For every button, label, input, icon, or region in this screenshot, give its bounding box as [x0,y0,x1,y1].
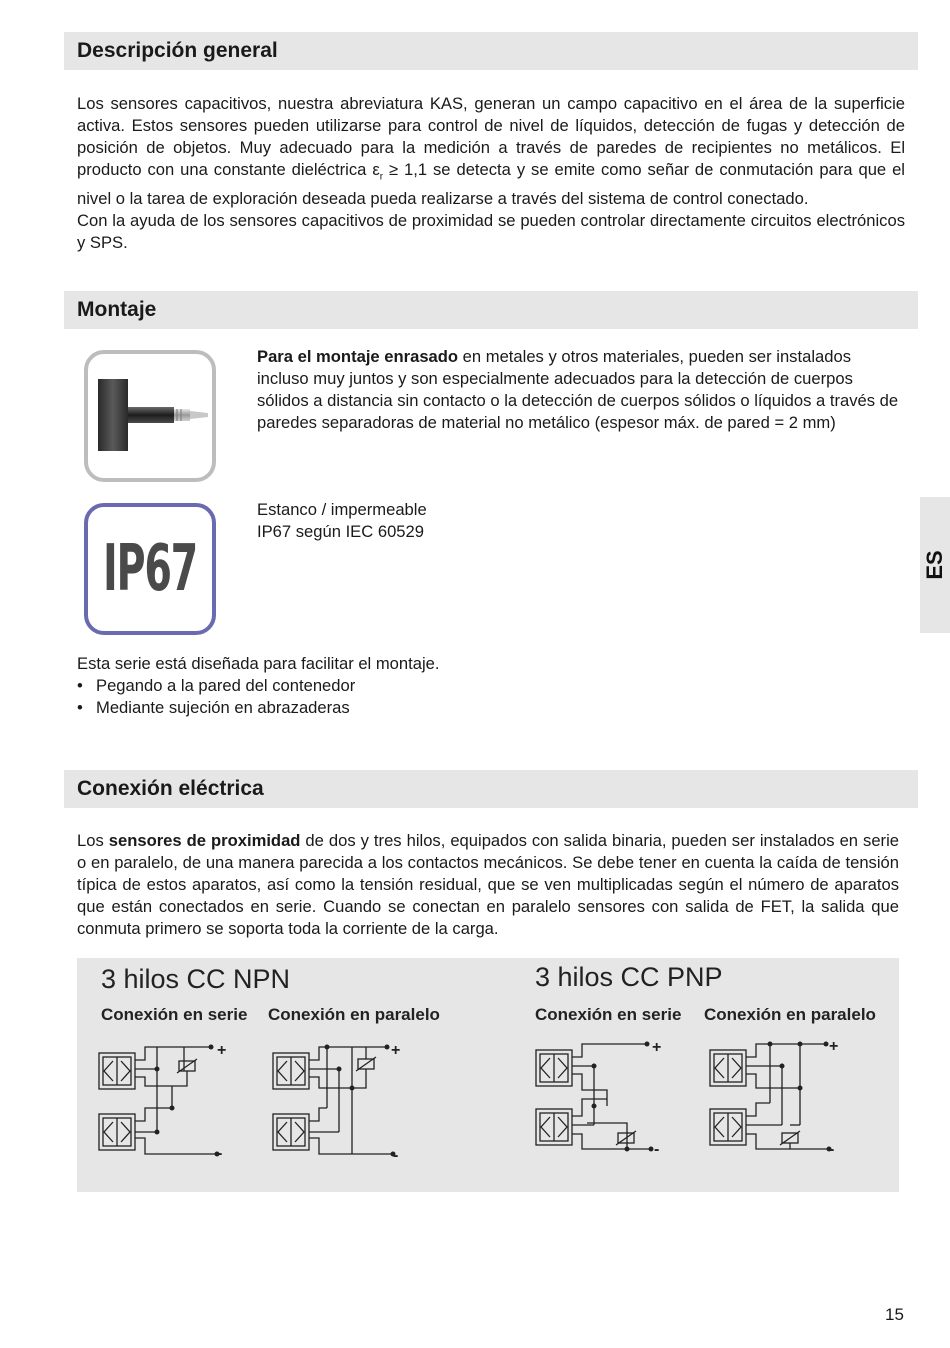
page-number: 15 [885,1305,904,1324]
svg-text:-: - [393,1147,399,1164]
npn-title: 3 hilos CC NPN [101,964,291,994]
pnp-parallel-label: Conexión en paralelo [704,1005,876,1024]
svg-text:-: - [217,1145,223,1162]
pnp-parallel-diagram [710,1038,838,1158]
svg-text:-: - [654,1141,660,1158]
flush-mount-icon [84,350,216,482]
svg-text:-: - [829,1141,835,1158]
ip67-badge: IP67 [84,503,216,635]
epsilon-symbol: ε [372,160,380,179]
svg-text:+: + [217,1042,227,1059]
language-tab: ES [920,497,950,633]
wiring-diagrams [77,958,899,1192]
svg-text:+: + [391,1042,401,1059]
series-intro: Esta serie está diseñada para facilitar el montaje. [77,654,440,673]
list-item: • Pegando a la pared del contenedor [77,675,677,697]
section-heading-electrical: Conexión eléctrica [64,770,918,808]
wiring-diagrams-panel [77,958,899,1192]
pnp-series-diagram [536,1039,661,1158]
npn-series-diagram [99,1042,226,1162]
npn-series-label: Conexión en serie [101,1005,248,1024]
npn-parallel-diagram [273,1042,400,1164]
pnp-series-label: Conexión en serie [535,1005,682,1024]
mounting-list [77,653,677,719]
svg-text:+: + [829,1038,839,1055]
pnp-title: 3 hilos CC PNP [535,962,723,992]
flush-mount-text: Para el montaje enrasado en metales y otros materiales, pueden ser instalados incluso muy juntos y son especialmente adecuados para la detección de cuerpos sólidos a distancia sin contacto o la detección de cuerpos sólidos o líquidos a través de paredes separadoras de material no metálico (espesor máx. de pared = 2 mm) [257,347,899,432]
svg-text:+: + [652,1039,662,1056]
general-description: Los sensores capacitivos, nuestra abreviatura KAS, generan un campo capacitivo en el área de la superficie activa. Estos sensores pueden utilizarse para control de nivel de líquidos, detección de fugas y detección de posición de objetos. Muy adecuado para la medición a través de paredes de recipientes no metálicos. El producto con una constante dieléctrica $\varepsilon_r \ge 1,1$ se detecta y se emite como señar de conmutación para que el nivel o la tarea de exploración deseada pueda realizarse a través del sistema de control conectado. Con la ayuda de los sensores capacitivos de proximidad se pueden controlar directamente circuitos electrónicos y SPS. [77,94,905,253]
npn-parallel-label: Conexión en paralelo [268,1005,440,1024]
list-item: • Mediante sujeción en abrazaderas [77,697,677,719]
ip-rating-text: Estanco / impermeable IP67 según IEC 60529 [257,500,427,541]
section-heading-general: Descripción general [64,32,918,70]
section-heading-mounting: Montaje [64,291,918,329]
electrical-text: Los sensores de proximidad de dos y tres hilos, equipados con salida binaria, pueden ser instalados en serie o en paralelo, de una manera parecida a los contactos mecánicos. Se debe tener en cuenta la caída de tensión típica de estos aparatos, así como la tensión residual, que se ven multiplicadas según el número de aparatos que están conectados en serie. Cuando se conectan en paralelo sensores con salida de FET, la salida que conmuta primero se soporta toda la corriente de la carga. [77,831,899,938]
